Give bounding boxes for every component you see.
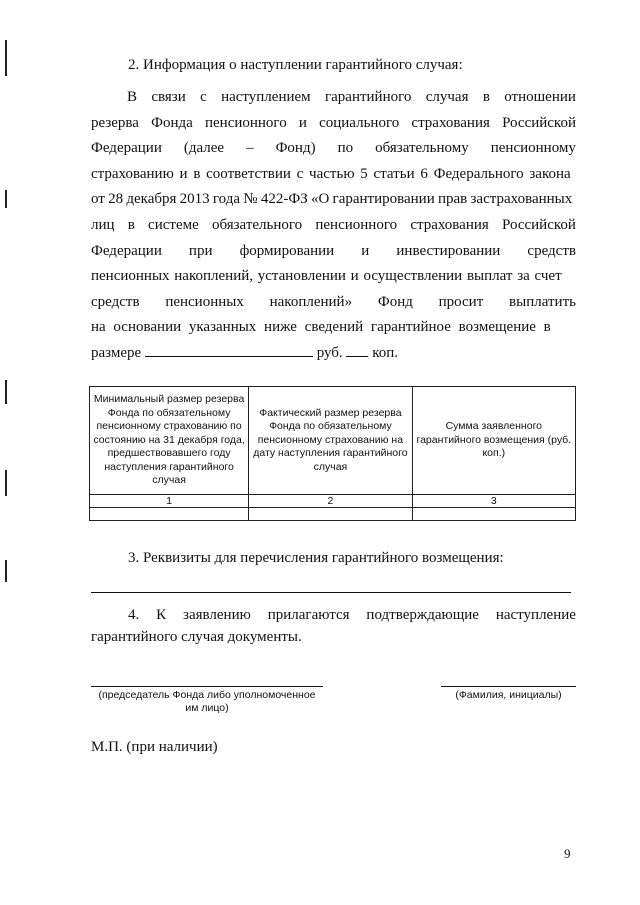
section-4-line-1: 4. К заявлению прилагаются подтверждающие наступление [128,607,576,623]
table-cell: 1 [90,495,249,508]
signature-caption-right: (Фамилия, инициалы) [455,689,562,701]
scan-mark [5,190,7,208]
paragraph-line: Федерации (далее – Фонд) по обязательному пенсионному [91,140,576,157]
paragraph-line: лиц в системе обязательного пенсионного страхования Российской [91,216,576,233]
scan-mark [5,380,7,404]
stamp-label: М.П. (при наличии) [91,739,218,755]
paragraph-line: на основании указанных ниже сведений гарантийное возмещение в [91,319,551,336]
page-number: 9 [564,846,571,861]
paragraph-line: В связи с наступлением гарантийного случая в отношении [127,89,576,105]
signature-line-left [91,686,323,687]
amount-kop-blank [346,342,368,357]
paragraph-line: резерва Фонда пенсионного и социального страхования Российской [91,114,576,131]
scan-mark [5,560,7,582]
section-4-line-2: гарантийного случая документы. [91,629,302,645]
requisites-blank-line [91,592,571,593]
table-number-row [90,495,576,508]
paragraph-line: средств пенсионных накоплений» Фонд просит выплатить [91,293,576,310]
section-2-heading: 2. Информация о наступлении гарантийного случая: [128,57,463,73]
table-cell: 2 [249,495,412,508]
table-row [90,508,576,521]
paragraph-line: страхованию и в соответствии с частью 5 статьи 6 Федерального закона [91,165,571,182]
amount-line: размере руб. коп. [91,341,576,367]
paragraph-line: пенсионных накоплений, установлении и осуществлении выплат за счет [91,268,562,285]
table-cell[interactable] [412,508,575,521]
signature-line-right [441,686,576,687]
paragraph-line: от 28 декабря 2013 года № 422-ФЗ «О гарантировании прав застрахованных [91,191,573,208]
signature-caption-left: (председатель Фонда либо уполномоченное им лицо) [98,689,316,714]
table-cell[interactable] [249,508,412,521]
section-2-paragraph [91,85,576,367]
paragraph-line: Федерации при формировании и инвестировании средств [91,242,576,259]
scan-mark [5,470,7,496]
scan-mark [5,40,7,76]
table-header-row [90,387,576,495]
table-cell[interactable] [90,508,249,521]
table-header-cell: Фактический размер резерва Фонда по обязательному пенсионному страхованию на дату наступления гарантийного случая [249,387,412,495]
table-cell: 3 [412,495,575,508]
amount-rub-blank [145,342,313,357]
table-header-cell: Минимальный размер резерва Фонда по обязательному пенсионному страхованию по состоянию на 31 декабря года, предшествовавшего году наступления гарантийного случая [90,387,249,495]
guarantee-table [89,386,576,521]
table-header-cell: Сумма заявленного гарантийного возмещения (руб. коп.) [412,387,575,495]
section-3-heading: 3. Реквизиты для перечисления гарантийного возмещения: [128,550,504,566]
